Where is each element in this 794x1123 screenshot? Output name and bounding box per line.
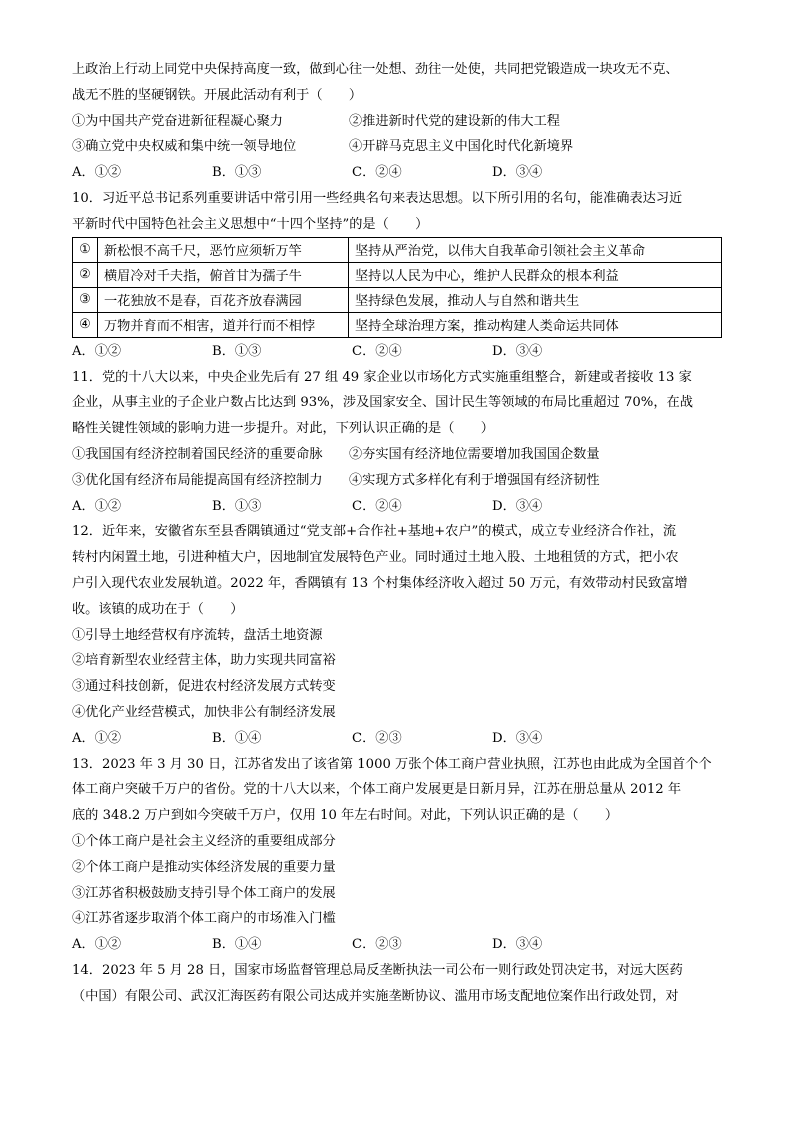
table-row — [73, 262, 722, 287]
question-stem-line: 企业，从事主业的子企业户数占比达到 93%，涉及国家安全、国计民生等领域的布局比重超过 70%，在战 — [72, 395, 693, 411]
choice-d: D．③④ — [492, 730, 543, 746]
row-number: ② — [73, 262, 98, 287]
question-13 — [72, 755, 722, 956]
choice-d: D．③④ — [492, 937, 543, 953]
statement: ②夯实国有经济地位需要增加我国国企数量 — [349, 446, 600, 462]
choice-a: A．①② — [72, 730, 122, 746]
question-stem-line: （中国）有限公司、武汉汇海医药有限公司达成并实施垄断协议、滥用市场支配地位案作出行政处罚，对 — [72, 988, 679, 1004]
question-stem-line: 11．党的十八大以来，中央企业先后有 27 组 49 家企业以市场化方式实施重组整合，新建或者接收 13 家 — [72, 369, 692, 385]
question-stem-line: 上政治上行动上同党中央保持高度一致，做到心往一处想、劲往一处使，共同把党锻造成一块攻无不克、 — [72, 62, 679, 77]
statement: ③通过科技创新，促进农村经济发展方式转变 — [72, 679, 336, 695]
statement-row — [72, 137, 722, 157]
question-stem-line: 平新时代中国特色社会主义思想中“十四个坚持”的是（ ） — [72, 216, 429, 232]
question-stem-line: 体工商户突破千万户的省份。党的十八大以来，个体工商户发展更是日新月异，江苏在册总量从 2012 年 — [72, 782, 682, 798]
choice-a: A．①② — [72, 343, 122, 359]
statement: ④优化产业经营模式，加快非公有制经济发展 — [72, 704, 336, 720]
choice-b: B．①④ — [212, 730, 262, 746]
choice-c: C．②④ — [352, 165, 402, 181]
question-stem-line: 转村内闲置土地，引进种植大户，因地制宜发展特色产业。同时通过土地入股、土地租赁的方式，把小农 — [72, 550, 679, 566]
choice-a: A．①② — [72, 498, 122, 514]
statement: ②个体工商户是推动实体经济发展的重要力量 — [72, 859, 336, 875]
question-10 — [72, 189, 722, 362]
answer-choices — [72, 497, 722, 517]
choice-d: D．③④ — [492, 165, 543, 181]
answer-choices — [72, 163, 722, 183]
answer-choices — [72, 342, 722, 362]
question-11 — [72, 368, 722, 517]
meaning-cell: 坚持从严治党，以伟大自我革命引领社会主义革命 — [349, 237, 722, 262]
choice-b: B．①③ — [212, 343, 262, 359]
statement: ②培育新型农业经营主体，助力实现共同富裕 — [72, 653, 336, 669]
statement: ①为中国共产党奋进新征程凝心聚力 — [72, 113, 283, 129]
table-row — [73, 237, 722, 262]
choice-d: D．③④ — [492, 498, 543, 514]
meaning-cell: 坚持全球治理方案，推动构建人类命运共同体 — [349, 312, 722, 337]
statement: ①引导土地经营权有序流转，盘活土地资源 — [72, 627, 323, 643]
answer-choices — [72, 729, 722, 749]
question-14 — [72, 961, 722, 1007]
choice-b: B．①④ — [212, 937, 262, 953]
question-stem-line: 底的 348.2 万户到如今突破千万户，仅用 10 年左右时间。对此，下列认识正确的是（ ） — [72, 808, 619, 824]
choice-c: C．②③ — [352, 937, 402, 953]
question-stem-line: 12．近年来，安徽省东至县香隅镇通过“党支部+合作社+基地+农户”的模式，成立专业经济合作社，流 — [72, 524, 677, 540]
exam-page — [72, 60, 722, 1013]
question-stem-line: 收。该镇的成功在于（ ） — [72, 601, 244, 617]
statement: ②推进新时代党的建设新的伟大工程 — [349, 113, 560, 129]
question-stem-line: 略性关键性领域的影响力进一步提升。对此，下列认识正确的是（ ） — [72, 421, 494, 437]
question-stem-line: 户引入现代农业发展轨道。2022 年，香隅镇有 13 个村集体经济收入超过 50 万元，有效带动村民致富增 — [72, 575, 688, 591]
quote-cell: 横眉冷对千夫指，俯首甘为孺子牛 — [98, 262, 349, 287]
table-row — [73, 312, 722, 337]
statement: ④开辟马克思主义中国化时代化新境界 — [349, 139, 574, 155]
statement: ③确立党中央权威和集中统一领导地位 — [72, 139, 297, 155]
question-stem-line: 13．2023 年 3 月 30 日，江苏省发出了该省第 1000 万张个体工商户营业执照，江苏也由此成为全国首个个 — [72, 756, 712, 772]
choice-c: C．②③ — [352, 730, 402, 746]
meaning-cell: 坚持绿色发展，推动人与自然和谐共生 — [349, 287, 722, 312]
choice-b: B．①③ — [212, 165, 262, 181]
row-number: ① — [73, 237, 98, 262]
statement: ①我国国有经济控制着国民经济的重要命脉 — [72, 446, 323, 462]
question-stem-line: 14．2023 年 5 月 28 日，国家市场监督管理总局反垄断执法一司公布一则行政处罚决定书，对远大医药 — [72, 962, 683, 978]
question-stem-line: 10．习近平总书记系列重要讲话中常引用一些经典名句来表达思想。以下所引用的名句，能准确表达习近 — [72, 190, 683, 206]
statement: ④实现方式多样化有利于增强国有经济韧性 — [349, 472, 600, 488]
choice-c: C．②④ — [352, 498, 402, 514]
statement-row — [72, 445, 722, 465]
quote-table — [72, 237, 722, 338]
row-number: ③ — [73, 287, 98, 312]
choice-b: B．①③ — [212, 498, 262, 514]
question-stem-line: 战无不胜的坚硬钢铁。开展此活动有利于（ ） — [72, 87, 363, 103]
statement: ③优化国有经济布局能提高国有经济控制力 — [72, 472, 323, 488]
quote-cell: 新松恨不高千尺，恶竹应须斩万竿 — [98, 237, 349, 262]
question-9 — [72, 60, 722, 183]
statement: ④江苏省逐步取消个体工商户的市场准入门槛 — [72, 911, 336, 927]
choice-a: A．①② — [72, 165, 122, 181]
choice-a: A．①② — [72, 937, 122, 953]
row-number: ④ — [73, 312, 98, 337]
answer-choices — [72, 935, 722, 955]
quote-cell: 万物并育而不相害，道并行而不相悖 — [98, 312, 349, 337]
meaning-cell: 坚持以人民为中心，维护人民群众的根本利益 — [349, 262, 722, 287]
question-12 — [72, 522, 722, 748]
choice-d: D．③④ — [492, 343, 543, 359]
statement-row — [72, 471, 722, 491]
statement: ③江苏省积极鼓励支持引导个体工商户的发展 — [72, 885, 336, 901]
quote-cell: 一花独放不是春，百花齐放春满园 — [98, 287, 349, 312]
statement: ①个体工商户是社会主义经济的重要组成部分 — [72, 833, 336, 849]
statement-row — [72, 112, 722, 132]
choice-c: C．②④ — [352, 343, 402, 359]
table-row — [73, 287, 722, 312]
